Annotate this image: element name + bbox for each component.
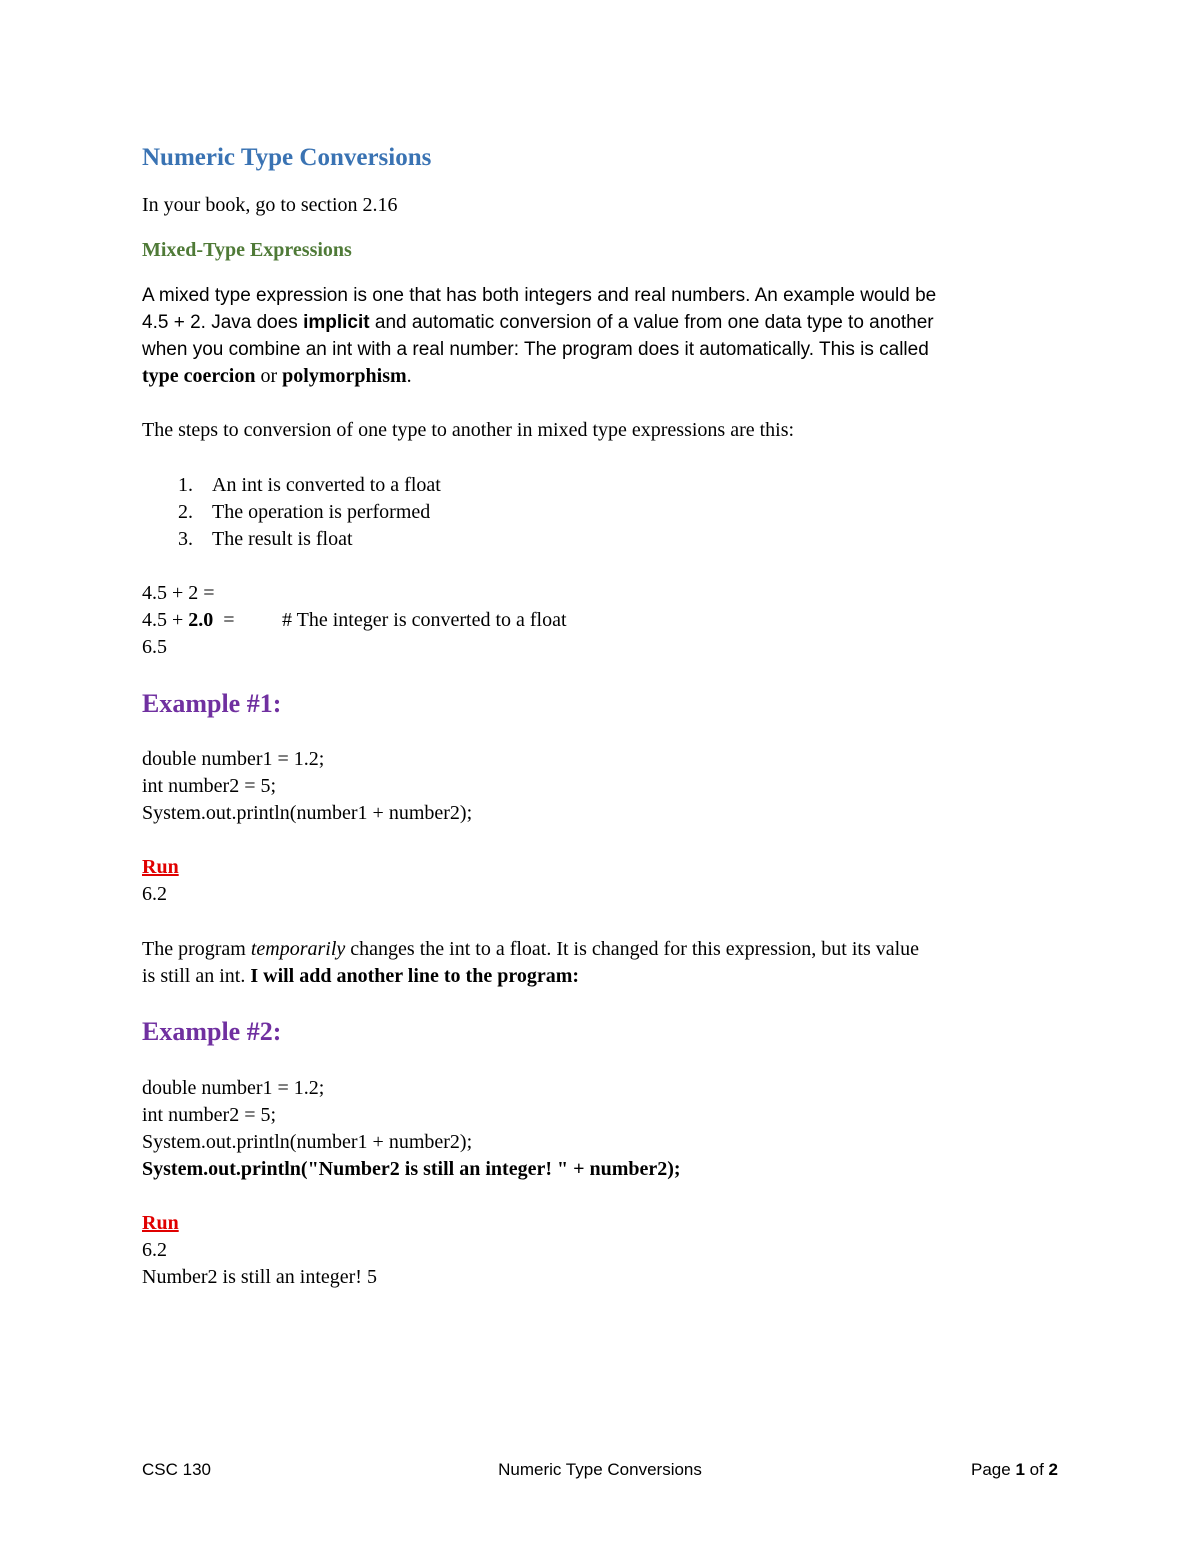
implicit-term: implicit — [303, 312, 370, 333]
example1-heading: Example #1: — [142, 689, 282, 718]
calc-line2: 4.5 + 2.0 = # The integer is converted to a float — [142, 607, 235, 634]
calc-comment: # The integer is converted to a float — [282, 609, 567, 631]
calc-result: 6.5 — [142, 636, 167, 658]
example2-code-line: int number2 = 5; — [142, 1104, 277, 1126]
para1-line1: A mixed type expression is one that has both integers and real numbers. An example would be — [142, 285, 937, 306]
example2-code-line: System.out.println(number1 + number2); — [142, 1131, 473, 1153]
example1-run-label: Run — [142, 856, 179, 878]
page-footer — [142, 1457, 1058, 1483]
footer-course: CSC 130 — [142, 1460, 211, 1479]
example2-run-label: Run — [142, 1212, 179, 1234]
example2-output: Number2 is still an integer! 5 — [142, 1266, 377, 1288]
document-page — [142, 0, 1062, 1553]
para2-line1: The program temporarily changes the int to a float. It is changed for this expression, but its value — [142, 938, 920, 960]
page-title: Numeric Type Conversions — [142, 144, 432, 171]
section-heading: Mixed-Type Expressions — [142, 239, 352, 261]
polymorphism-term: polymorphism — [282, 365, 407, 387]
para1-line2: 4.5 + 2. Java does implicit and automatic conversion of a value from one data type to another — [142, 312, 934, 333]
example1-code-line: System.out.println(number1 + number2); — [142, 802, 473, 824]
para1-line3: when you combine an int with a real number: The program does it automatically. This is called — [142, 339, 929, 360]
list-item: 2. The operation is performed — [178, 501, 431, 523]
temporarily-term: temporarily — [250, 938, 346, 960]
example1-code-line: double number1 = 1.2; — [142, 748, 325, 770]
type-coercion-term: type coercion — [142, 365, 256, 387]
footer-title: Numeric Type Conversions — [498, 1460, 702, 1479]
steps-list — [142, 472, 441, 553]
example2-output: 6.2 — [142, 1239, 167, 1261]
footer-page-number: Page 1 of 2 — [971, 1460, 1058, 1479]
para1-line4: type coercion or polymorphism. — [142, 365, 412, 387]
intro-text: In your book, go to section 2.16 — [142, 194, 398, 216]
list-item: 3. The result is float — [178, 528, 353, 550]
example1-code-line: int number2 = 5; — [142, 775, 277, 797]
example2-code-line: double number1 = 1.2; — [142, 1077, 325, 1099]
list-item: 1. An int is converted to a float — [178, 474, 441, 496]
calc-line1: 4.5 + 2 = — [142, 582, 215, 604]
example2-heading: Example #2: — [142, 1017, 282, 1046]
para2-line2: is still an int. I will add another line to the program: — [142, 965, 580, 987]
example2-code-line-bold: System.out.println("Number2 is still an integer! " + number2); — [142, 1158, 681, 1180]
example1-output: 6.2 — [142, 883, 167, 905]
steps-intro: The steps to conversion of one type to another in mixed type expressions are this: — [142, 419, 795, 441]
